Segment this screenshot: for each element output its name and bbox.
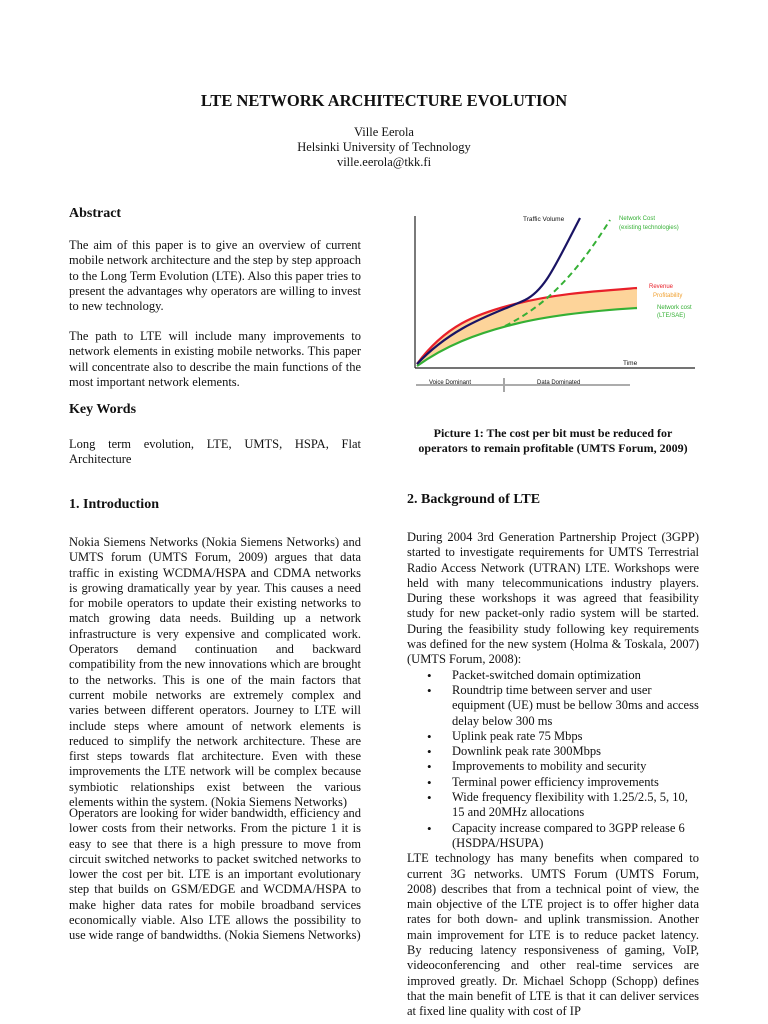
background-heading-wrap — [407, 492, 699, 507]
list-item: • Improvements to mobility and security — [407, 759, 699, 774]
list-item: • Uplink peak rate 75 Mbps — [407, 729, 699, 744]
data-dominated-label: Data Dominated — [537, 380, 581, 386]
intro-paragraph-2 — [69, 806, 361, 944]
abstract-heading: Abstract — [69, 206, 122, 221]
abstract-heading-wrap — [69, 206, 361, 221]
traffic-volume-label: Traffic Volume — [523, 216, 565, 223]
list-item: • Capacity increase compared to 3GPP release 6 (HSDPA/HSUPA) — [407, 821, 699, 852]
requirements-list — [407, 668, 699, 852]
background-text-2: LTE technology has many benefits when compared to current 3G networks. UMTS Forum (UMTS Forum, 2008) describes that from a technical point of view, the main objective of the LTE project is to offer higher data rates for both down- and uplink transmission. Another main improvement for LTE is to reduce packet latency. By reducing latency responsiveness of gaming, VoIP, videoconferencing and other real-time services are improved greatly. Dr. Michael Schopp (Schopp) defines that the main benefit of LTE is that it can deliver services at fixed line quality with cost of IP — [407, 851, 699, 1019]
list-item: • Wide frequency flexibility with 1.25/2.5, 5, 10, 15 and 20MHz allocations — [407, 790, 699, 821]
author-name: Ville Eerola — [354, 125, 414, 139]
keywords-heading: Key Words — [69, 402, 137, 417]
keywords-heading-wrap — [69, 402, 361, 417]
cost-per-bit-figure — [405, 206, 705, 396]
keywords-paragraph — [69, 437, 361, 468]
intro-paragraph-1 — [69, 535, 361, 810]
profitability-label: Profitability — [653, 293, 683, 299]
abstract-paragraph-1 — [69, 238, 361, 314]
network-cost-existing-sublabel: (existing technologies) — [619, 225, 679, 231]
revenue-label: Revenue — [649, 284, 674, 290]
author-block — [0, 125, 768, 170]
paper-title: LTE NETWORK ARCHITECTURE EVOLUTION — [200, 91, 568, 110]
voice-dominant-label: Voice Dominant — [429, 380, 472, 386]
abstract-paragraph-2 — [69, 329, 361, 390]
keywords-text: Long term evolution, LTE, UMTS, HSPA, Flat Architecture — [69, 437, 361, 467]
figure-caption — [405, 426, 701, 456]
network-cost-lte-label: Network cost — [657, 305, 692, 311]
background-text-1: During 2004 3rd Generation Partnership Project (3GPP) started to investigate requirements for UMTS Terrestrial Radio Access Network (UTRAN) LTE. Workshops were held with many telecommunications industry players. During these workshops it was agreed that feasibility study for new packet-only radio system will be started. During the feasibility study following key requirements was defined for the new system (Holma & Toskala, 2007) (UMTS Forum, 2008): — [407, 530, 699, 667]
background-section — [407, 530, 699, 1020]
network-cost-lte-sublabel: (LTE/SAE) — [657, 313, 686, 319]
list-item: • Packet-switched domain optimization — [407, 668, 699, 683]
intro-heading: 1. Introduction — [69, 497, 159, 512]
list-item: • Terminal power efficiency improvements — [407, 775, 699, 790]
list-item: • Downlink peak rate 300Mbps — [407, 744, 699, 759]
background-heading: 2. Background of LTE — [407, 492, 541, 507]
author-affiliation: Helsinki University of Technology — [297, 140, 471, 154]
network-cost-existing-label: Network Cost — [619, 216, 656, 222]
intro-text-2: Operators are looking for wider bandwidth, efficiency and lower costs from their networks. From the picture 1 it is easy to see that there is a high pressure to move from circuit switched networks to packet switched networks to lower the cost per bit. LTE is an important evolutionary step that builds on GSM/EDGE and WCDMA/HSPA to make higher data rates for mobile broadband services economically viable. Also LTE allows the possibility to use wide range of bandwidths. (Nokia Siemens Networks) — [69, 806, 361, 943]
intro-text-1: Nokia Siemens Networks (Nokia Siemens Networks) and UMTS forum (UMTS Forum, 2009) argues that data traffic in existing WCDMA/HSPA and CDMA networks is growing dramatically year by year. This causes a need for mobile operators to update their existing networks to match growing data needs. Building up a network infrastructure is very expensive and complicated work. Operators demand continuation and backward compatibility from the new innovations which are brought to the networks. This is one of the main factors that current mobile networks are extremely complex and varies between different operators. Journey to LTE will include steps where amount of network elements is reduced to simplify the network architecture. These are first steps towards flat architecture. Even with these improvements the LTE network will be complex because symbiotic relationships exist between the various elements within the system. (Nokia Siemens Networks) — [69, 535, 361, 810]
abstract-text-1: The aim of this paper is to give an overview of current mobile network architecture and the step by step approach to the Long Term Evolution (LTE). Also this paper tries to present the advantages why operators are willing to invest to new technology. — [69, 238, 361, 314]
caption-line-1: Picture 1: The cost per bit must be reduced for — [433, 426, 673, 440]
author-email: ville.eerola@tkk.fi — [336, 155, 432, 169]
time-label: Time — [623, 360, 638, 367]
caption-line-2: operators to remain profitable (UMTS Forum, 2009) — [418, 441, 688, 455]
intro-heading-wrap — [69, 497, 361, 512]
abstract-text-2: The path to LTE will include many improvements to network elements in existing mobile networks. This paper will concentrate also to describe the main functions of the most important network elements. — [69, 329, 361, 389]
list-item: • Roundtrip time between server and user equipment (UE) must be bellow 30ms and access delay below 300 ms — [407, 683, 699, 729]
